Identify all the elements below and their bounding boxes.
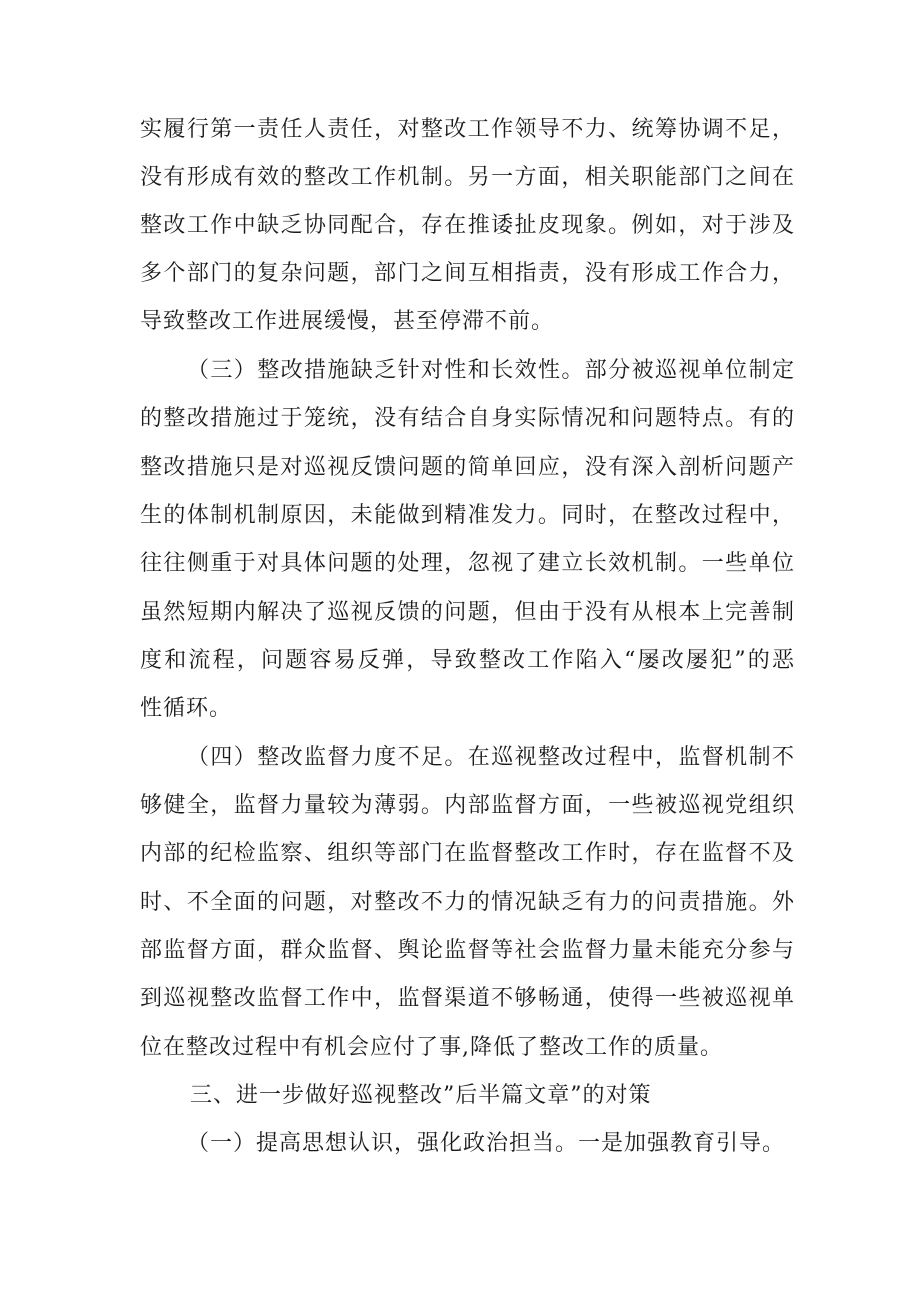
paragraph-line: 内部的纪检监察、组织等部门在监督整改工作时，存在监督不及 bbox=[140, 841, 795, 866]
paragraph-line: 度和流程，问题容易反弹，导致整改工作陷入“屡改屡犯”的恶 bbox=[140, 648, 795, 673]
paragraph-line: 到巡视整改监督工作中，监督渠道不够畅通，使得一些被巡视单 bbox=[140, 986, 795, 1011]
paragraph-line: 往往侧重于对具体问题的处理，忽视了建立长效机制。一些单位 bbox=[140, 551, 795, 576]
paragraph-line: 实履行第一责任人责任，对整改工作领导不力、统筹协调不足， bbox=[140, 117, 795, 142]
paragraph-line: 生的体制机制原因，未能做到精准发力。同时，在整改过程中， bbox=[140, 503, 795, 528]
paragraph-line: 位在整改过程中有机会应付了事,降低了整改工作的质量。 bbox=[140, 1035, 723, 1060]
paragraph-line: （四）整改监督力度不足。在巡视整改过程中，监督机制不 bbox=[187, 745, 795, 770]
paragraph-line: 的整改措施过于笼统，没有结合自身实际情况和问题特点。有的 bbox=[140, 406, 795, 431]
paragraph-line: 性循环。 bbox=[140, 696, 233, 721]
paragraph-line: （一）提高思想认识，强化政治担当。一是加强教育引导。 bbox=[187, 1131, 786, 1156]
paragraph-line: 多个部门的复杂问题，部门之间互相指责，没有形成工作合力， bbox=[140, 261, 795, 286]
section-heading: 三、进一步做好巡视整改”后半篇文章”的对策 bbox=[190, 1083, 652, 1108]
paragraph-line: 部监督方面，群众监督、舆论监督等社会监督力量未能充分参与 bbox=[140, 938, 795, 963]
paragraph-line: 整改工作中缺乏协同配合，存在推诿扯皮现象。例如，对于涉及 bbox=[140, 213, 795, 238]
paragraph-line: 够健全，监督力量较为薄弱。内部监督方面，一些被巡视党组织 bbox=[140, 793, 795, 818]
paragraph-line: （三）整改措施缺乏针对性和长效性。部分被巡视单位制定 bbox=[187, 358, 795, 383]
paragraph-line: 时、不全面的问题，对整改不力的情况缺乏有力的问责措施。外 bbox=[140, 890, 795, 915]
paragraph-line: 导致整改工作进展缓慢，甚至停滞不前。 bbox=[140, 309, 555, 334]
paragraph-line: 没有形成有效的整改工作机制。另一方面，相关职能部门之间在 bbox=[140, 165, 795, 190]
paragraph-line: 整改措施只是对巡视反馈问题的简单回应，没有深入剖析问题产 bbox=[140, 455, 795, 480]
paragraph-line: 虽然短期内解决了巡视反馈的问题，但由于没有从根本上完善制 bbox=[140, 600, 795, 625]
